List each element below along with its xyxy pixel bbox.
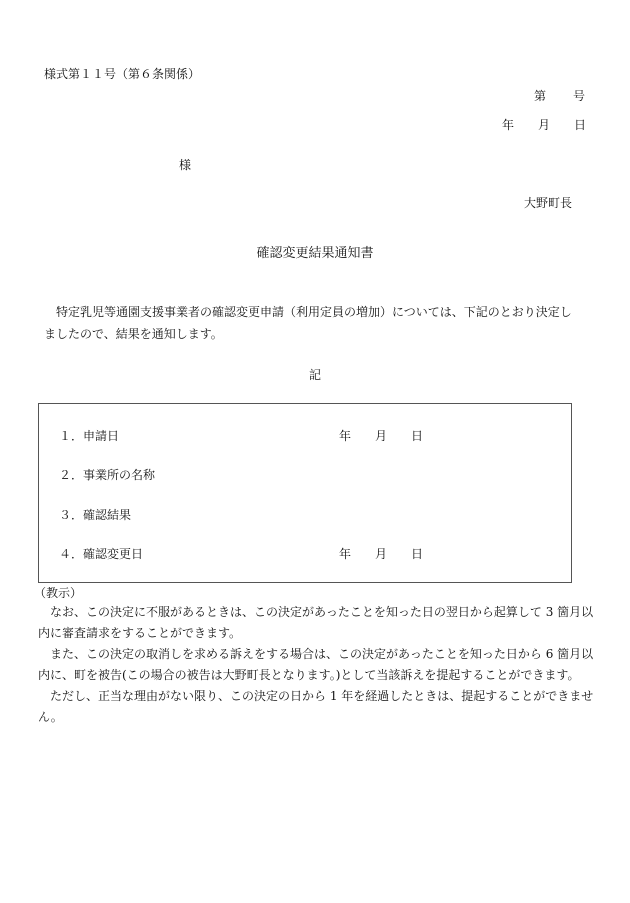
issue-date: 年 月 日 bbox=[501, 118, 586, 132]
details-box bbox=[38, 403, 572, 583]
item-change-date-value: 年 月 日 bbox=[339, 547, 424, 561]
addressee-suffix: 様 bbox=[179, 158, 192, 172]
body-line: ましたので、結果を通知します。 bbox=[44, 327, 223, 341]
body-line: 特定乳児等通園支援事業者の確認変更申請（利用定員の増加）については、下記のとおり決定し bbox=[56, 305, 572, 319]
body-paragraph bbox=[44, 301, 572, 345]
form-number: 様式第１１号（第６条関係） bbox=[44, 67, 201, 81]
item-facility-name-label: ２．事業所の名称 bbox=[59, 468, 156, 482]
item-application-date-label: １．申請日 bbox=[59, 429, 120, 443]
notice-paragraph bbox=[38, 602, 594, 728]
notice-line: 内に審査請求をすることができます。 bbox=[38, 626, 242, 640]
notice-line: ん。 bbox=[38, 710, 63, 724]
issuer-name: 大野町長 bbox=[523, 196, 572, 210]
notice-heading: （教示） bbox=[34, 586, 83, 600]
item-result-label: ３．確認結果 bbox=[59, 508, 132, 522]
item-change-date-label: ４．確認変更日 bbox=[59, 547, 144, 561]
notice-line: なお、この決定に不服があるときは、この決定があったことを知った日の翌日から起算して 3 箇月以 bbox=[50, 605, 594, 619]
notice-line: また、この決定の取消しを求める訴えをする場合は、この決定があったことを知った日から 6 箇月以 bbox=[50, 647, 594, 661]
notice-line: ただし、正当な理由がない限り、この決定の日から 1 年を経過したときは、提起することができませ bbox=[50, 689, 594, 703]
notice-line: 内に、町を被告(この場合の被告は大野町長となります。)として当該訴えを提起することができます。 bbox=[38, 668, 580, 682]
item-application-date-value: 年 月 日 bbox=[339, 429, 424, 443]
ki-heading: 記 bbox=[308, 368, 321, 382]
document-number: 第 号 bbox=[533, 89, 586, 103]
document-title: 確認変更結果通知書 bbox=[256, 246, 374, 261]
